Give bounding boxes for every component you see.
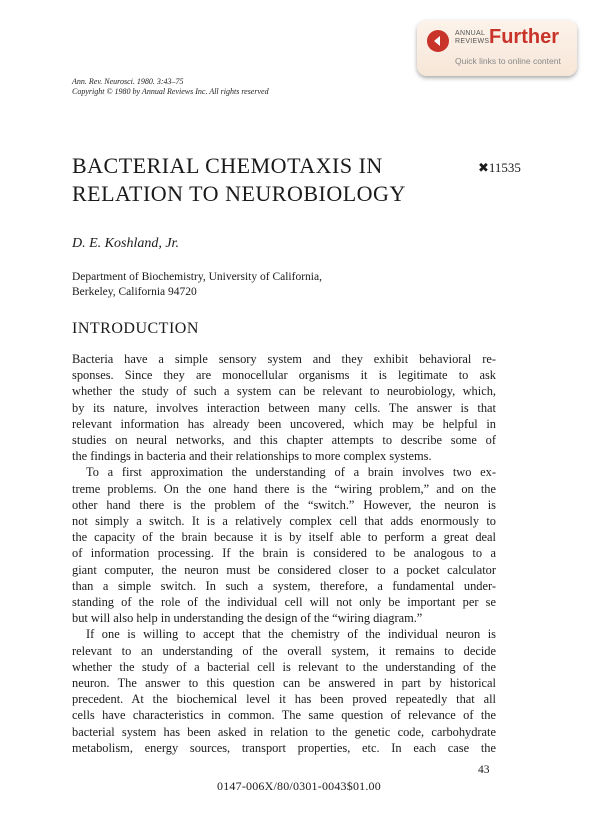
- title-line: RELATION TO NEUROBIOLOGY: [72, 181, 406, 206]
- text-line: by its nature, involves interaction between many cells. The answer is that: [72, 400, 496, 415]
- annual-reviews-logo-icon: [427, 30, 449, 52]
- badge-publisher-label: [455, 30, 489, 46]
- text-line: other hand there is the problem of the “switch.” However, the neuron is: [72, 497, 496, 512]
- article-code: 0147-006X/80/0301-0043$01.00: [217, 779, 381, 793]
- badge-annual-text: ANNUAL: [455, 30, 486, 37]
- badge-reviews-text: REVIEWS: [455, 38, 490, 45]
- text-line: neuron. The answer to this question can be answered in part by historical: [72, 676, 496, 691]
- text-line: but will also help in understanding the design of the “wiring diagram.”: [72, 611, 423, 626]
- reference-number: ✖11535: [478, 160, 521, 175]
- text-line: treme problems. On the one hand there is the “wiring problem,” and on the: [72, 481, 496, 496]
- text-line: relevant information has already been uncovered, which may be helpful in: [72, 416, 496, 431]
- citation-line: Ann. Rev. Neurosci. 1980. 3:43–75: [72, 77, 184, 86]
- text-line: whether the study of a bacterial cell is relevant to the understanding of the: [72, 659, 496, 674]
- section-heading: INTRODUCTION: [72, 320, 199, 337]
- author-affiliation: [72, 270, 322, 300]
- body-text: [72, 351, 496, 756]
- text-line: sponses. Since they are monocellular organisms it is legitimate to ask: [72, 368, 496, 383]
- text-line: bacterial system has been asked in relation to the genetic code, carbohydrate: [72, 724, 496, 739]
- text-line: If one is willing to accept that the chemistry of the individual neuron is: [86, 627, 496, 642]
- title-line: BACTERIAL CHEMOTAXIS IN: [72, 153, 383, 178]
- text-line: relevant to an understanding of the overall system, it remains to decide: [72, 643, 496, 658]
- text-line: cells have characteristics in common. The same question of relevance of the: [72, 708, 496, 723]
- affiliation-line: Berkeley, California 94720: [72, 286, 197, 298]
- badge-subtitle: Quick links to online content: [455, 56, 561, 66]
- further-badge[interactable]: [417, 20, 577, 76]
- article-title: [72, 152, 452, 208]
- badge-further-text: Further: [489, 26, 559, 48]
- text-line: than a simple switch. In such a system, therefore, a fundamental under-: [72, 578, 496, 593]
- text-line: To a first approximation the understanding of a brain involves two ex-: [86, 465, 496, 480]
- text-line: the findings in bacteria and their relationships to more complex systems.: [72, 449, 432, 464]
- text-line: not simply a switch. It is a relatively complex cell that adds enormously to: [72, 514, 496, 529]
- text-line: standing of the role of the individual cell will not only be important per se: [72, 595, 496, 610]
- journal-citation: [72, 77, 269, 97]
- text-line: studies on neural networks, and this chapter attempts to describe some of: [72, 433, 496, 448]
- page-number: 43: [478, 764, 490, 776]
- author-name: D. E. Koshland, Jr.: [72, 236, 179, 251]
- text-line: the capacity of the brain because it is by itself able to perform a great deal: [72, 530, 496, 545]
- text-line: whether the study of such a system can be relevant to neurobiology, which,: [72, 384, 496, 399]
- affiliation-line: Department of Biochemistry, University of California,: [72, 271, 322, 283]
- copyright-line: Copyright © 1980 by Annual Reviews Inc. All rights reserved: [72, 87, 269, 96]
- text-line: Bacteria have a simple sensory system and they exhibit behavioral re-: [72, 352, 496, 366]
- text-line: metabolism, energy sources, transport properties, etc. In each case the: [72, 740, 496, 755]
- text-line: precedent. At the biochemical level it has been proved repeatedly that all: [72, 692, 496, 707]
- text-line: of information processing. If the brain is considered to be analogous to a: [72, 546, 496, 561]
- text-line: giant computer, the neuron must be considered closer to a pocket calculator: [72, 562, 496, 577]
